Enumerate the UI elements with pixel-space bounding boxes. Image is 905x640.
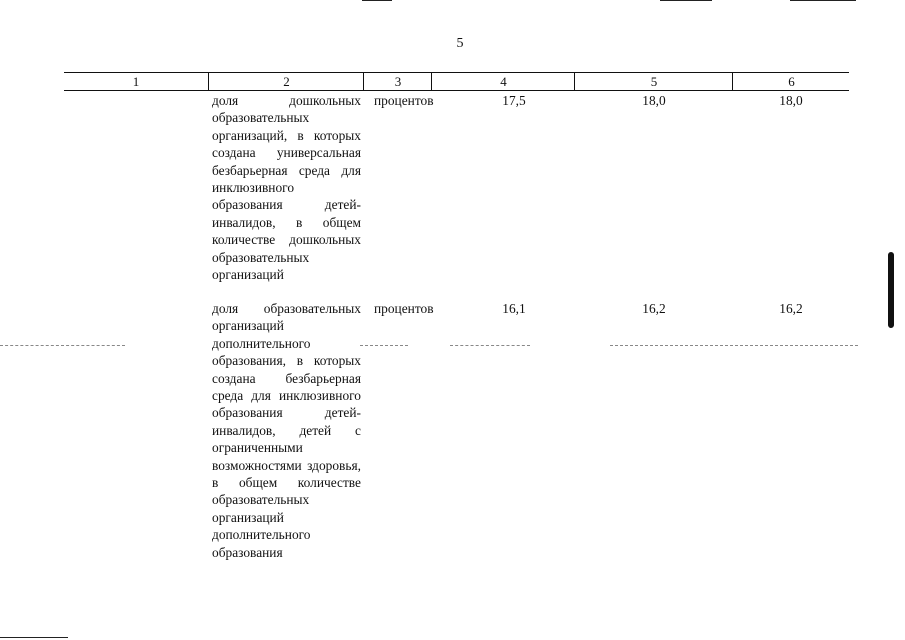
scan-line (660, 0, 712, 1)
column-header-3: 3 (363, 73, 432, 90)
indicator-description: доля образовательных организаций дополнительного образования, в которых создана безбарьерная среда для инклюзивного образования детей-инвалидов, детей с ограниченными возможностями здоровья, в общем количестве образовательных организаций дополнительного образования (212, 301, 361, 560)
value-col-4: 16,1 (502, 301, 526, 316)
indicator-description: доля дошкольных образовательных организаций, в которых создана универсальная безбарьерная среда для инклюзивного образования детей-инвалидов, в общем количестве дошкольных образовательных организаций (212, 93, 361, 283)
column-header-2: 2 (208, 73, 364, 90)
fold-line (450, 345, 530, 346)
scan-line (790, 0, 856, 1)
value-col-5: 16,2 (642, 301, 666, 316)
value-col-5: 18,0 (642, 93, 666, 108)
value-col-6: 16,2 (779, 301, 803, 316)
fold-line (360, 345, 408, 346)
unit-cell: процентов (374, 301, 434, 316)
scan-mark (888, 252, 894, 328)
unit-cell: процентов (374, 93, 434, 108)
fold-line (610, 345, 858, 346)
column-header-6: 6 (732, 73, 850, 90)
table-header (64, 72, 849, 91)
value-col-4: 17,5 (502, 93, 526, 108)
column-header-4: 4 (431, 73, 575, 90)
scan-line (0, 637, 68, 638)
scan-line (362, 0, 392, 1)
value-col-6: 18,0 (779, 93, 803, 108)
page-number: 5 (456, 36, 464, 51)
fold-line (0, 345, 125, 346)
column-header-5: 5 (574, 73, 733, 90)
column-header-1: 1 (132, 74, 140, 89)
